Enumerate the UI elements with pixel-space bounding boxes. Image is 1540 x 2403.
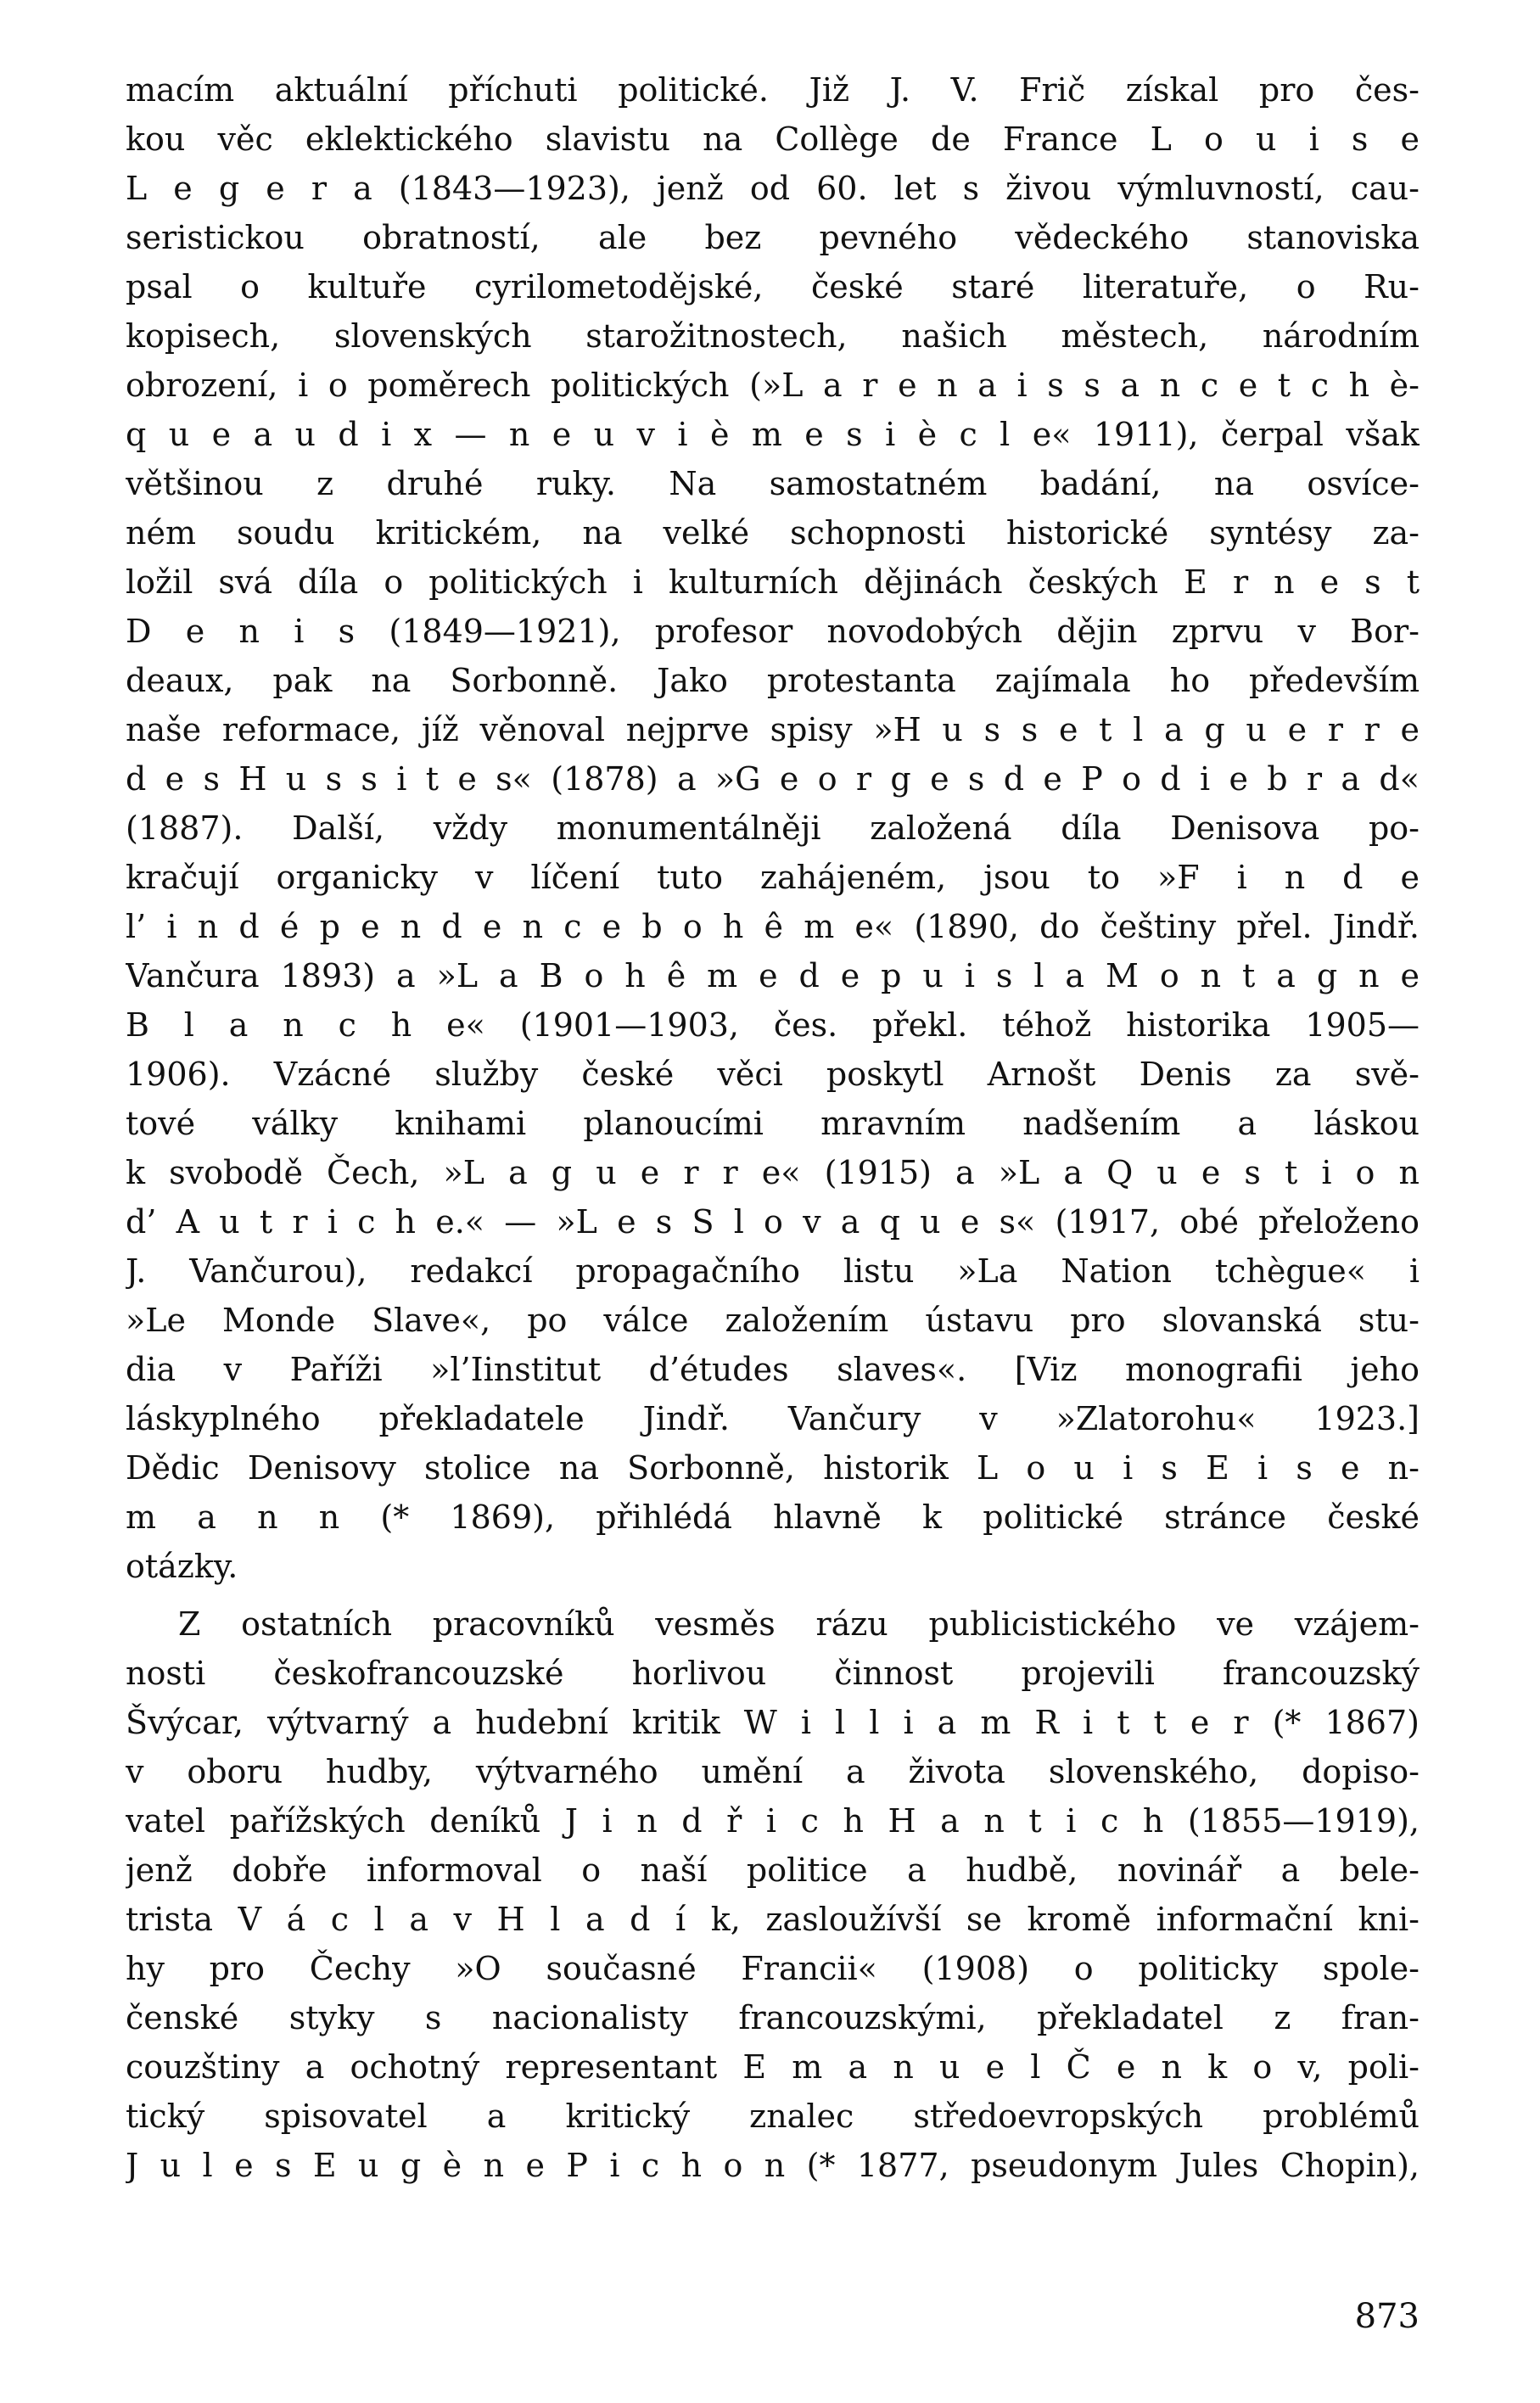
paragraph-first-line: Z ostatních pracovníků vesměs rázu publicistického ve vzájem- [178, 1605, 1420, 1643]
text-line: obrození, i o poměrech politických (»L a r e n a i s s a n c e t c h è- [126, 367, 1420, 404]
text-line: L e g e r a (1843—1923), jenž od 60. let s živou výmluvností, cau- [126, 170, 1420, 207]
text-line: D e n i s (1849—1921), profesor novodobých dějin zprvu v Bor- [126, 613, 1420, 650]
book-page [126, 68, 1420, 2359]
text-line: čenské styky s nacionalisty francouzskými, překladatel z fran- [126, 1999, 1420, 2036]
text-line: nosti českofrancouzské horlivou činnost projevili francouzský [126, 1655, 1420, 1692]
text-line: couzštiny a ochotný representant E m a n u e l Č e n k o v, poli- [126, 2048, 1420, 2086]
text-line: J u l e s E u g è n e P i c h o n (* 1877, pseudonym Jules Chopin), [126, 2147, 1420, 2184]
text-line: kou věc eklektického slavistu na Collège de France L o u i s e [126, 120, 1420, 158]
page-number: 873 [1354, 2297, 1420, 2336]
text-line: dia v Paříži »l’Iinstitut d’études slaves«. [Viz monografii jeho [126, 1351, 1420, 1388]
text-line: m a n n (* 1869), přihlédá hlavně k politické stránce české [126, 1498, 1420, 1536]
text-line: deaux, pak na Sorbonně. Jako protestanta zajímala ho především [126, 662, 1420, 699]
text-line: »Le Monde Slave«, po válce založením ústavu pro slovanská stu- [126, 1302, 1420, 1339]
text-line: J. Vančurou), redakcí propagačního listu »La Nation tchègue« i [126, 1252, 1420, 1290]
text-line: naše reformace, jíž věnoval nejprve spisy »H u s s e t l a g u e r r e [126, 711, 1420, 748]
text-line: kopisech, slovenských starožitnostech, našich městech, národním [126, 317, 1420, 355]
text-line: B l a n c h e« (1901—1903, čes. překl. téhož historika 1905— [126, 1006, 1420, 1044]
text-line: většinou z druhé ruky. Na samostatném badání, na osvíce- [126, 465, 1420, 502]
text-line: v oboru hudby, výtvarného umění a života slovenského, dopiso- [126, 1753, 1420, 1790]
text-line: d’ A u t r i c h e.« — »L e s S l o v a q u e s« (1917, obé přeloženo [126, 1203, 1420, 1241]
text-line: ložil svá díla o politických i kulturních dějinách českých E r n e s t [126, 563, 1420, 601]
text-line: láskyplného překladatele Jindř. Vančury v »Zlatorohu« 1923.] [126, 1400, 1420, 1437]
text-line: Švýcar, výtvarný a hudební kritik W i l l i a m R i t t e r (* 1867) [126, 1704, 1420, 1741]
text-line: otázky. [126, 1548, 238, 1585]
text-line: k svobodě Čech, »L a g u e r r e« (1915) a »L a Q u e s t i o n [126, 1154, 1420, 1191]
text-line: q u e a u d i x — n e u v i è m e s i è c l e« 1911), čerpal však [126, 416, 1420, 453]
text-line: Dědic Denisovy stolice na Sorbonně, historik L o u i s E i s e n- [126, 1449, 1420, 1487]
text-line: 1906). Vzácné služby české věci poskytl Arnošt Denis za svě- [126, 1056, 1420, 1093]
text-line: psal o kultuře cyrilometodějské, české staré literatuře, o Ru- [126, 268, 1420, 305]
text-line: (1887). Další, vždy monumentálněji založená díla Denisova po- [126, 809, 1420, 847]
text-line: vatel pařížských deníků J i n d ř i c h H a n t i c h (1855—1919), [126, 1802, 1420, 1840]
text-line: d e s H u s s i t e s« (1878) a »G e o r g e s d e P o d i e b r a d« [126, 760, 1420, 798]
text-line: hy pro Čechy »O současné Francii« (1908) o politicky spole- [126, 1950, 1420, 1987]
text-line: macím aktuální příchuti politické. Již J. V. Frič získal pro čes- [126, 71, 1420, 109]
text-line: tové války knihami planoucími mravním nadšením a láskou [126, 1105, 1420, 1142]
text-line: Vančura 1893) a »L a B o h ê m e d e p u i s l a M o n t a g n e [126, 957, 1420, 994]
text-line: ném soudu kritickém, na velké schopnosti historické syntésy za- [126, 514, 1420, 552]
text-line: seristickou obratností, ale bez pevného vědeckého stanoviska [126, 219, 1420, 256]
text-line: kračují organicky v líčení tuto zahájeném, jsou to »F i n d e [126, 859, 1420, 896]
text-line: jenž dobře informoval o naší politice a hudbě, novinář a bele- [126, 1851, 1420, 1889]
text-line: trista V á c l a v H l a d í k, zasloužívší se kromě informační kni- [126, 1901, 1420, 1938]
text-line: tický spisovatel a kritický znalec středoevropských problémů [126, 2098, 1420, 2135]
text-line: l’ i n d é p e n d e n c e b o h ê m e« (1890, do češtiny přel. Jindř. [126, 908, 1420, 945]
